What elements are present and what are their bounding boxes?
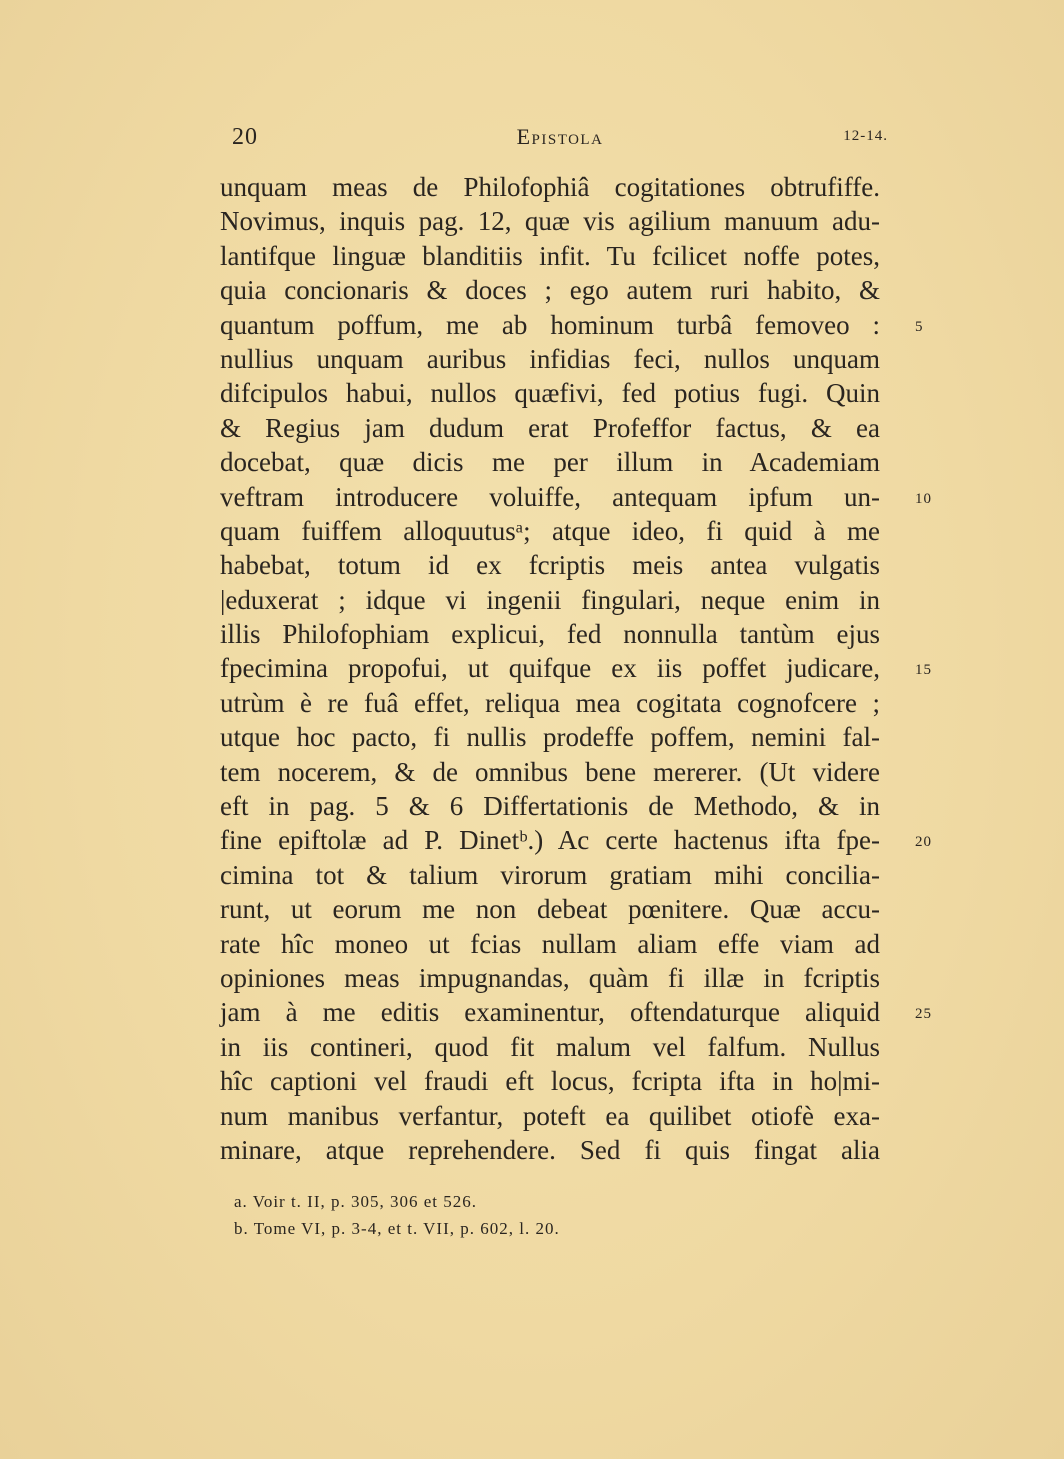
text-line: difcipulos habui, nullos quæfivi, fed potius fugi. Quin [220, 378, 880, 409]
body-text [220, 170, 932, 1167]
text-line: minare, atque reprehendere. Sed fi quis fingat alia [220, 1134, 880, 1165]
text-line: num manibus verfantur, poteft ea quilibet otiofè exa- [220, 1100, 880, 1131]
text-line: cimina tot & talium virorum gratiam mihi concilia- [220, 859, 880, 890]
page-number: 20 [232, 124, 258, 150]
text-line: |eduxerat ; idque vi ingenii fingulari, neque enim in [220, 584, 880, 615]
text-line: in iis contineri, quod fit malum vel falfum. Nullus [220, 1031, 880, 1062]
text-line: hîc captioni vel fraudi eft locus, fcripta ifta in ho|mi- [220, 1066, 880, 1097]
footnotes [234, 1188, 874, 1242]
line-number: 25 [915, 1006, 932, 1023]
text-line: illis Philofophiam explicui, fed nonnulla tantùm ejus [220, 619, 880, 650]
text-line: & Regius jam dudum erat Profeffor factus, & ea [220, 412, 880, 443]
footnote-b: b. Tome VI, p. 3-4, et t. VII, p. 602, l. 20. [234, 1219, 560, 1238]
text-line: fpecimina propofui, ut quifque ex iis poffet judicare, 15 [220, 651, 880, 685]
text-line: quia concionaris & doces ; ego autem ruri habito, & [220, 275, 880, 306]
text-line: unquam meas de Philofophiâ cogitationes obtrufiffe. [220, 172, 880, 202]
text-line: lantifque linguæ blanditiis infit. Tu fcilicet noffe potes, [220, 240, 880, 271]
line-number: 15 [915, 662, 932, 679]
text-line: docebat, quæ dicis me per illum in Academiam [220, 447, 880, 478]
line-number: 5 [915, 318, 924, 335]
text-line: eft in pag. 5 & 6 Differtationis de Methodo, & in [220, 791, 880, 822]
text-line: veftram introducere voluiffe, antequam ipfum un- 10 [220, 480, 880, 514]
text-line: utque hoc pacto, fi nullis prodeffe poffem, nemini fal- [220, 722, 880, 753]
line-number: 20 [915, 834, 932, 851]
text-line: utrùm è re fuâ effet, reliqua mea cogitata cognofcere ; [220, 687, 880, 718]
text-line: rate hîc moneo ut fcias nullam aliam effe viam ad [220, 928, 880, 959]
text-line: quantum poffum, me ab hominum turbâ femoveo : 5 [220, 308, 880, 342]
text-line: nullius unquam auribus infidias feci, nullos unquam [220, 343, 880, 374]
text-line: Novimus, inquis pag. 12, quæ vis agilium manuum adu- [220, 206, 880, 237]
line-number: 10 [915, 490, 932, 507]
footnote-a: a. Voir t. II, p. 305, 306 et 526. [234, 1192, 478, 1211]
page-header [232, 124, 888, 160]
section-reference: 12-14. [843, 128, 888, 144]
text-line: opiniones meas impugnandas, quàm fi illæ in fcriptis [220, 962, 880, 993]
running-title: Epistola [516, 124, 604, 149]
text-line: jam à me editis examinentur, oftendaturque aliquid 25 [220, 995, 880, 1029]
text-line: quam fuiffem alloquutusᵃ; atque ideo, fi quid à me [220, 515, 880, 546]
text-line: tem nocerem, & de omnibus bene mererer. (Ut videre [220, 756, 880, 787]
text-line: fine epiftolæ ad P. Dinetᵇ.) Ac certe hactenus ifta fpe- 20 [220, 823, 880, 857]
text-line: habebat, totum id ex fcriptis meis antea vulgatis [220, 550, 880, 581]
text-line: runt, ut eorum me non debeat pœnitere. Quæ accu- [220, 894, 880, 925]
